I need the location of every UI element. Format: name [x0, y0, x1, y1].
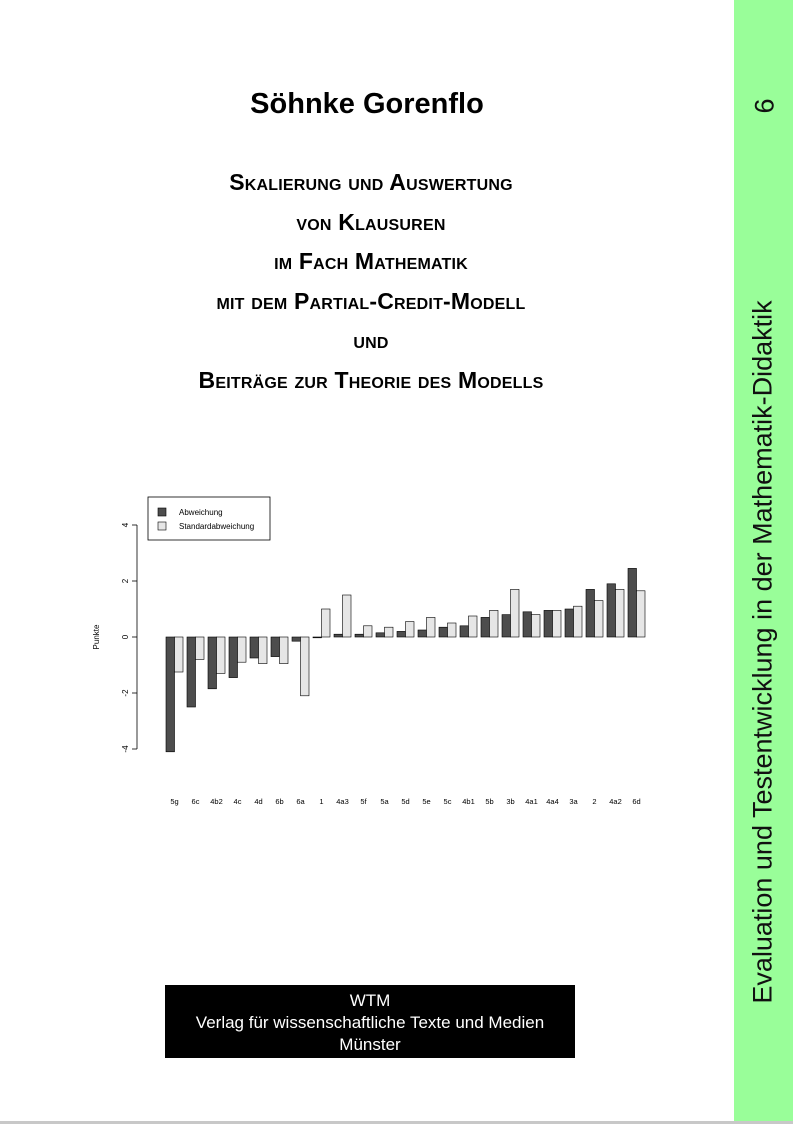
title-line-4: mit dem Partial-Credit-Modell — [216, 287, 526, 314]
series-title: Evaluation und Testentwicklung in der Mathematik-Didaktik — [747, 300, 778, 1004]
x-tick-label: 5g — [170, 797, 179, 806]
legend-label-standardabweichung: Standardabweichung — [179, 522, 255, 531]
x-tick-label: 6b — [275, 797, 284, 806]
title-line-5: und — [353, 327, 389, 354]
chart-bars — [166, 568, 645, 751]
x-tick-label: 2 — [592, 797, 597, 806]
x-tick-label: 4b2 — [210, 797, 223, 806]
x-tick-label: 4d — [254, 797, 263, 806]
bar-standardabweichung — [553, 610, 562, 637]
x-tick-label: 5d — [401, 797, 410, 806]
bar-abweichung — [250, 637, 259, 658]
bar-standardabweichung — [532, 615, 541, 637]
bar-standardabweichung — [259, 637, 268, 664]
volume-number: 6 — [749, 98, 780, 114]
bar-standardabweichung — [364, 626, 373, 637]
bar-standardabweichung — [385, 627, 394, 637]
bar-abweichung — [187, 637, 196, 707]
bar-abweichung — [271, 637, 280, 657]
y-axis — [121, 522, 137, 752]
bar-standardabweichung — [427, 617, 436, 637]
bar-abweichung — [607, 584, 616, 637]
bar-standardabweichung — [322, 609, 331, 637]
x-tick-label: 5a — [380, 797, 389, 806]
bar-standardabweichung — [280, 637, 289, 664]
bar-abweichung — [565, 609, 574, 637]
x-tick-label: 5e — [422, 797, 431, 806]
x-tick-label: 5f — [360, 797, 367, 806]
bar-standardabweichung — [616, 589, 625, 637]
y-tick-label: 2 — [121, 578, 130, 584]
title-line-2: von Klausuren — [296, 208, 446, 235]
legend-label-abweichung: Abweichung — [179, 508, 223, 517]
x-tick-label: 4a4 — [546, 797, 559, 806]
x-tick-label: 6c — [191, 797, 200, 806]
x-tick-labels — [170, 797, 640, 806]
bar-standardabweichung — [511, 589, 520, 637]
bar-standardabweichung — [196, 637, 205, 659]
bar-standardabweichung — [637, 591, 646, 637]
y-axis-label: Punkte — [92, 624, 101, 650]
y-tick-label: -4 — [121, 745, 130, 753]
x-tick-label: 4a2 — [609, 797, 622, 806]
bar-standardabweichung — [238, 637, 247, 662]
publisher-full-name: Verlag für wissenschaftliche Texte und Medien — [195, 1013, 545, 1032]
bar-abweichung — [229, 637, 238, 678]
x-tick-label: 6d — [632, 797, 641, 806]
legend-swatch-standardabweichung — [158, 522, 166, 530]
bar-abweichung — [523, 612, 532, 637]
x-tick-label: 4c — [233, 797, 242, 806]
bar-abweichung — [166, 637, 175, 752]
x-tick-label: 5c — [443, 797, 452, 806]
bar-abweichung — [292, 637, 301, 641]
bar-abweichung — [544, 610, 553, 637]
publisher-box — [165, 985, 575, 1058]
title-line-3: im Fach Mathematik — [274, 248, 468, 275]
bar-abweichung — [628, 568, 637, 637]
x-tick-label: 4b1 — [462, 797, 475, 806]
bar-standardabweichung — [301, 637, 310, 696]
title-line-6: Beiträge zur Theorie des Modells — [198, 366, 544, 393]
legend-box — [148, 497, 270, 540]
bar-standardabweichung — [406, 622, 415, 637]
legend-swatch-abweichung — [158, 508, 166, 516]
bar-abweichung — [460, 626, 469, 637]
bar-abweichung — [586, 589, 595, 637]
x-tick-label: 6a — [296, 797, 305, 806]
bar-standardabweichung — [175, 637, 184, 672]
publisher-name: WTM — [349, 991, 391, 1010]
y-tick-label: 4 — [121, 522, 130, 528]
bar-standardabweichung — [490, 610, 499, 637]
x-tick-label: 5b — [485, 797, 494, 806]
bar-standardabweichung — [343, 595, 352, 637]
bar-standardabweichung — [574, 606, 583, 637]
y-tick-label: 0 — [121, 634, 130, 640]
bar-abweichung — [481, 617, 490, 637]
bar-standardabweichung — [469, 616, 478, 637]
y-tick-label: -2 — [121, 689, 130, 697]
chart-legend — [148, 497, 270, 540]
x-tick-label: 3a — [569, 797, 578, 806]
bar-abweichung — [334, 634, 343, 637]
bar-abweichung — [502, 615, 511, 637]
x-tick-label: 4a1 — [525, 797, 538, 806]
bar-abweichung — [376, 633, 385, 637]
bar-abweichung — [439, 627, 448, 637]
bar-abweichung — [418, 630, 427, 637]
bar-standardabweichung — [448, 623, 457, 637]
bar-abweichung — [355, 634, 364, 637]
x-tick-label: 3b — [506, 797, 515, 806]
bar-abweichung — [313, 637, 322, 638]
bar-standardabweichung — [217, 637, 226, 673]
bar-standardabweichung — [595, 601, 604, 637]
author-name: Söhnke Gorenflo — [250, 88, 484, 120]
title-line-1: Skalierung und Auswertung — [229, 169, 513, 195]
bar-abweichung — [208, 637, 217, 689]
bar-abweichung — [397, 631, 406, 637]
x-tick-label: 4a3 — [336, 797, 349, 806]
x-tick-label: 1 — [319, 797, 324, 806]
publisher-city: Münster — [339, 1035, 401, 1054]
